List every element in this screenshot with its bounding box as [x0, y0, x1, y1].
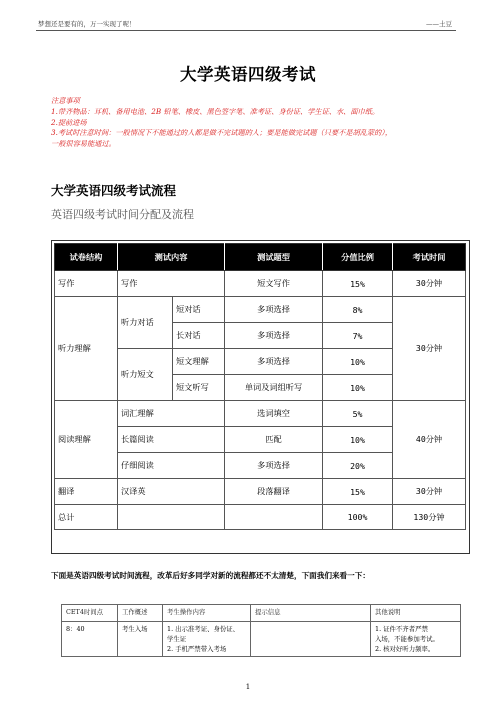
ratio-cell: 10%: [323, 375, 393, 401]
table-header-row: [55, 244, 466, 271]
ops-line: 2. 手机严禁带入考场: [167, 645, 227, 653]
time-cell: 30分钟: [393, 479, 466, 505]
notes-line: 2. 核对好听力频率。: [375, 645, 435, 653]
col-header-type: 测试题型: [225, 244, 323, 271]
empty-cell: [118, 505, 225, 530]
flow-ops-cell: [163, 622, 251, 657]
flow-col-hint: 提示信息: [251, 605, 371, 622]
ratio-cell: 10%: [323, 427, 393, 453]
item-cell: 短对话: [173, 297, 225, 323]
type-cell: 短文写作: [225, 271, 323, 297]
section-title: 大学英语四级考试流程: [51, 183, 177, 198]
col-header-ratio: 分值比例: [323, 244, 393, 271]
structure-cell: 阅读理解: [55, 401, 118, 479]
table-row: [55, 271, 466, 297]
table-row: [55, 297, 466, 323]
notes-heading: 注意事项: [51, 96, 80, 105]
type-cell: 选词填空: [225, 401, 323, 427]
time-cell: 30分钟: [393, 271, 466, 297]
flow-hint-cell: [251, 622, 371, 657]
col-header-structure: 试卷结构: [55, 244, 118, 271]
item-cell: 短文理解: [173, 349, 225, 375]
total-ratio-cell: 100%: [323, 505, 393, 530]
time-cell: 30分钟: [393, 297, 466, 401]
group-cell: 听力短文: [118, 349, 173, 401]
empty-cell: [225, 505, 323, 530]
exam-structure-table: [54, 243, 466, 530]
type-cell: 段落翻译: [225, 479, 323, 505]
notes-block: [51, 96, 461, 150]
type-cell: 多项选择: [225, 453, 323, 479]
header-author: ——土豆: [426, 20, 452, 28]
flow-col-summary: 工作概述: [118, 605, 163, 622]
content-cell: 长篇阅读: [118, 427, 225, 453]
structure-cell: 听力理解: [55, 297, 118, 401]
type-cell: 多项选择: [225, 323, 323, 349]
content-cell: 仔细阅读: [118, 453, 225, 479]
flow-time-cell: 8：40: [62, 622, 118, 657]
notes-item-1: 1.带齐物品：耳机、备用电池、2B 铅笔、橡皮、黑色签字笔、准考证、身份证、学生证、水、面巾纸。: [51, 106, 380, 116]
notes-item-3: 3.考试时注意时间：一般情况下不能通过的人都是做不完试题的人；要是能做完试题（只要不是胡乱蒙的），: [51, 128, 393, 138]
table-row: [55, 401, 466, 427]
notes-item-3-cont: 一般很容易能通过。: [51, 139, 116, 149]
notes-line: 入场，不能参加考试。: [375, 635, 439, 643]
ratio-cell: 7%: [323, 323, 393, 349]
ops-line: 学生证: [167, 635, 187, 643]
ops-line: 1. 出示准考证、身份证、: [167, 625, 240, 633]
exam-flow-table: [61, 604, 461, 657]
flow-col-ops: 考生操作内容: [163, 605, 251, 622]
flow-header-row: [62, 605, 461, 622]
structure-cell: 翻译: [55, 479, 118, 505]
type-cell: 多项选择: [225, 297, 323, 323]
ratio-cell: 20%: [323, 453, 393, 479]
section-subtitle: 英语四级考试时间分配及流程: [51, 208, 194, 221]
content-cell: 汉译英: [118, 479, 225, 505]
table-total-row: [55, 505, 466, 530]
document-title: 大学英语四级考试: [180, 65, 316, 84]
structure-cell: 写作: [55, 271, 118, 297]
ratio-cell: 8%: [323, 297, 393, 323]
item-cell: 长对话: [173, 323, 225, 349]
flow-intro-text: 下面是英语四级考试时间流程，改革后好多同学对新的流程都还不太清楚，下面我们来看一下：: [51, 571, 370, 580]
total-label-cell: 总计: [55, 505, 118, 530]
type-cell: 匹配: [225, 427, 323, 453]
flow-row: [62, 622, 461, 657]
header-rule: [36, 30, 456, 31]
item-cell: 短文听写: [173, 375, 225, 401]
time-cell: 40分钟: [393, 401, 466, 479]
col-header-content: 测试内容: [118, 244, 225, 271]
ratio-cell: 10%: [323, 349, 393, 375]
col-header-time: 考试时间: [393, 244, 466, 271]
flow-col-time: CET4时间点: [62, 605, 118, 622]
type-cell: 单词及词组听写: [225, 375, 323, 401]
flow-col-notes: 其他说明: [371, 605, 461, 622]
group-cell: 听力对话: [118, 297, 173, 349]
page-number: 1: [245, 683, 251, 691]
table-row: [55, 479, 466, 505]
ratio-cell: 15%: [323, 271, 393, 297]
header-motto: 梦想还是要有的，万一实现了呢！: [38, 20, 136, 28]
total-time-cell: 130分钟: [393, 505, 466, 530]
ratio-cell: 15%: [323, 479, 393, 505]
notes-line: 1. 证件不齐者严禁: [375, 625, 428, 633]
ratio-cell: 5%: [323, 401, 393, 427]
type-cell: 多项选择: [225, 349, 323, 375]
content-cell: 写作: [118, 271, 225, 297]
flow-notes-cell: [371, 622, 461, 657]
flow-summary-cell: 考生入场: [118, 622, 163, 657]
content-cell: 词汇理解: [118, 401, 225, 427]
notes-item-2: 2.提前进场: [51, 117, 87, 127]
